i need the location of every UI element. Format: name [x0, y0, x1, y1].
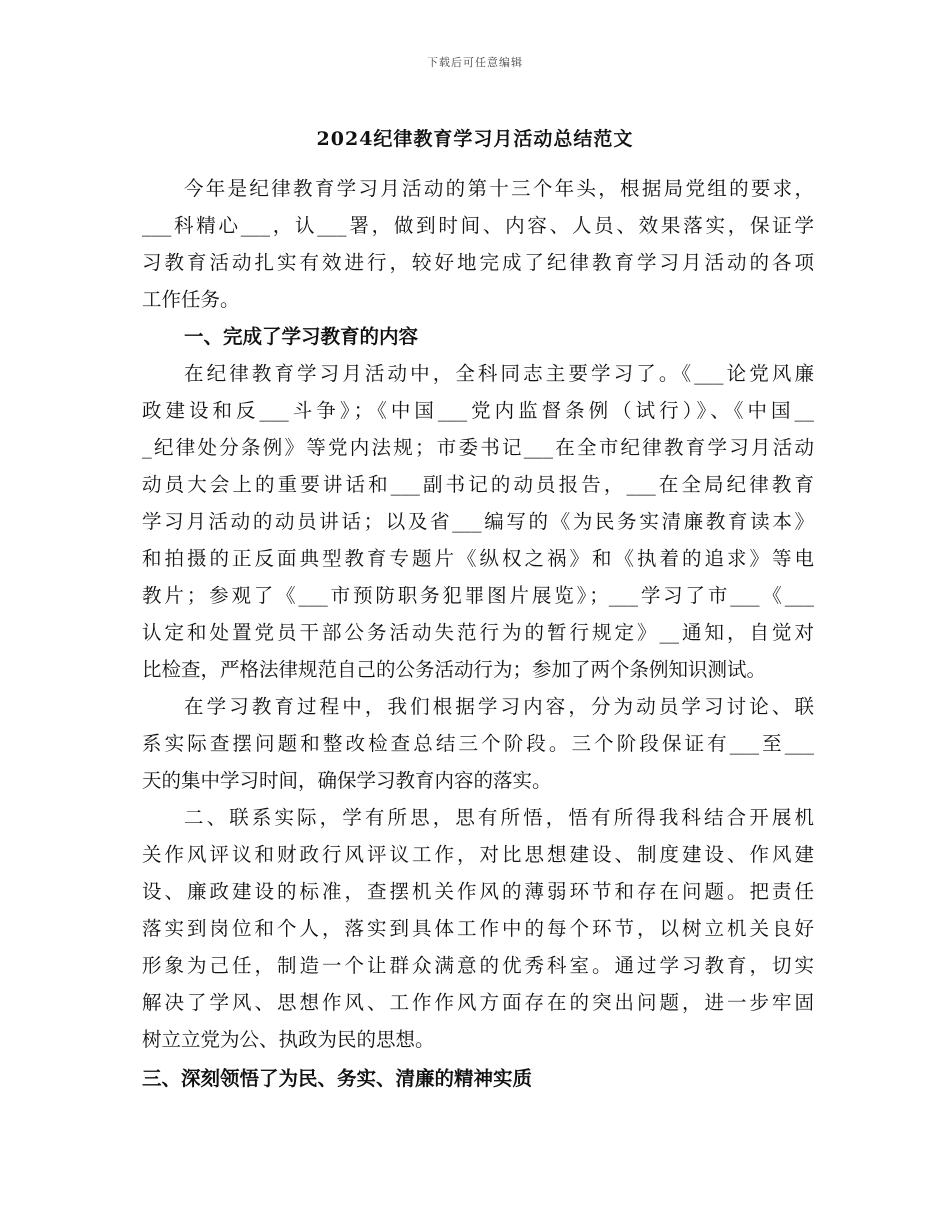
text-line: 和拍摄的正反面典型教育专题片《纵权之祸》和《执着的追求》等电	[142, 547, 814, 570]
paragraph-section-two	[142, 799, 814, 1058]
document-body	[142, 170, 814, 1097]
text-line: 在纪律教育学习月活动中，全科同志主要学习了。《___论党风廉	[184, 362, 814, 385]
text-line: 动员大会上的重要讲话和___副书记的动员报告，___在全局纪律教育	[142, 473, 814, 496]
document-title: 2024纪律教育学习月活动总结范文	[316, 128, 634, 150]
paragraph-intro	[142, 170, 814, 318]
text-line: 形象为己任，制造一个让群众满意的优秀科室。通过学习教育，切实	[142, 954, 814, 977]
text-line: 工作任务。	[142, 288, 240, 311]
text-line: 比检查，严格法律规范自己的公务活动行为；参加了两个条例知识测试。	[142, 658, 767, 681]
paragraph-study-content	[142, 355, 814, 688]
text-line: _纪律处分条例》等党内法规；市委书记___在全市纪律教育学习月活动	[142, 436, 814, 459]
page-header-note: 下载后可任意编辑	[427, 56, 523, 69]
text-line: 二、联系实际，学有所思，思有所悟，悟有所得我科结合开展机	[184, 806, 814, 829]
section-heading-1: 一、完成了学习教育的内容	[184, 325, 419, 348]
text-line: 系实际查摆问题和整改检查总结三个阶段。三个阶段保证有___至___	[142, 732, 814, 755]
text-line: 教片；参观了《___市预防职务犯罪图片展览》；___学习了市___《___	[142, 584, 814, 607]
text-line: 在学习教育过程中，我们根据学习内容，分为动员学习讨论、联	[184, 695, 814, 718]
text-line: 今年是纪律教育学习月活动的第十三个年头，根据局党组的要求，	[184, 177, 814, 200]
text-line: 落实到岗位和个人，落实到具体工作中的每个环节，以树立机关良好	[142, 917, 814, 940]
text-line: 政建设和反___斗争》；《中国___党内监督条例（试行）》、《中国__	[142, 399, 814, 422]
text-line: 设、廉政建设的标准，查摆机关作风的薄弱环节和存在问题。把责任	[142, 880, 814, 903]
text-line: 习教育活动扎实有效进行，较好地完成了纪律教育学习月活动的各项	[142, 251, 814, 274]
text-line: ___科精心___，认___署，做到时间、内容、人员、效果落实，保证学	[142, 214, 814, 237]
text-line: 天的集中学习时间，确保学习教育内容的落实。	[142, 769, 552, 792]
text-line: 学习月活动的动员讲话；以及省___编写的《为民务实清廉教育读本》	[142, 510, 814, 533]
text-line: 认定和处置党员干部公务活动失范行为的暂行规定》__通知，自觉对	[142, 621, 814, 644]
text-line: 树立立党为公、执政为民的思想。	[142, 1028, 435, 1051]
text-line: 解决了学风、思想作风、工作作风方面存在的突出问题，进一步牢固	[142, 991, 814, 1014]
paragraph-study-process	[142, 688, 814, 799]
section-heading-3: 三、深刻领悟了为民、务实、清廉的精神实质	[142, 1067, 533, 1090]
text-line: 关作风评议和财政行风评议工作，对比思想建设、制度建设、作风建	[142, 843, 814, 866]
